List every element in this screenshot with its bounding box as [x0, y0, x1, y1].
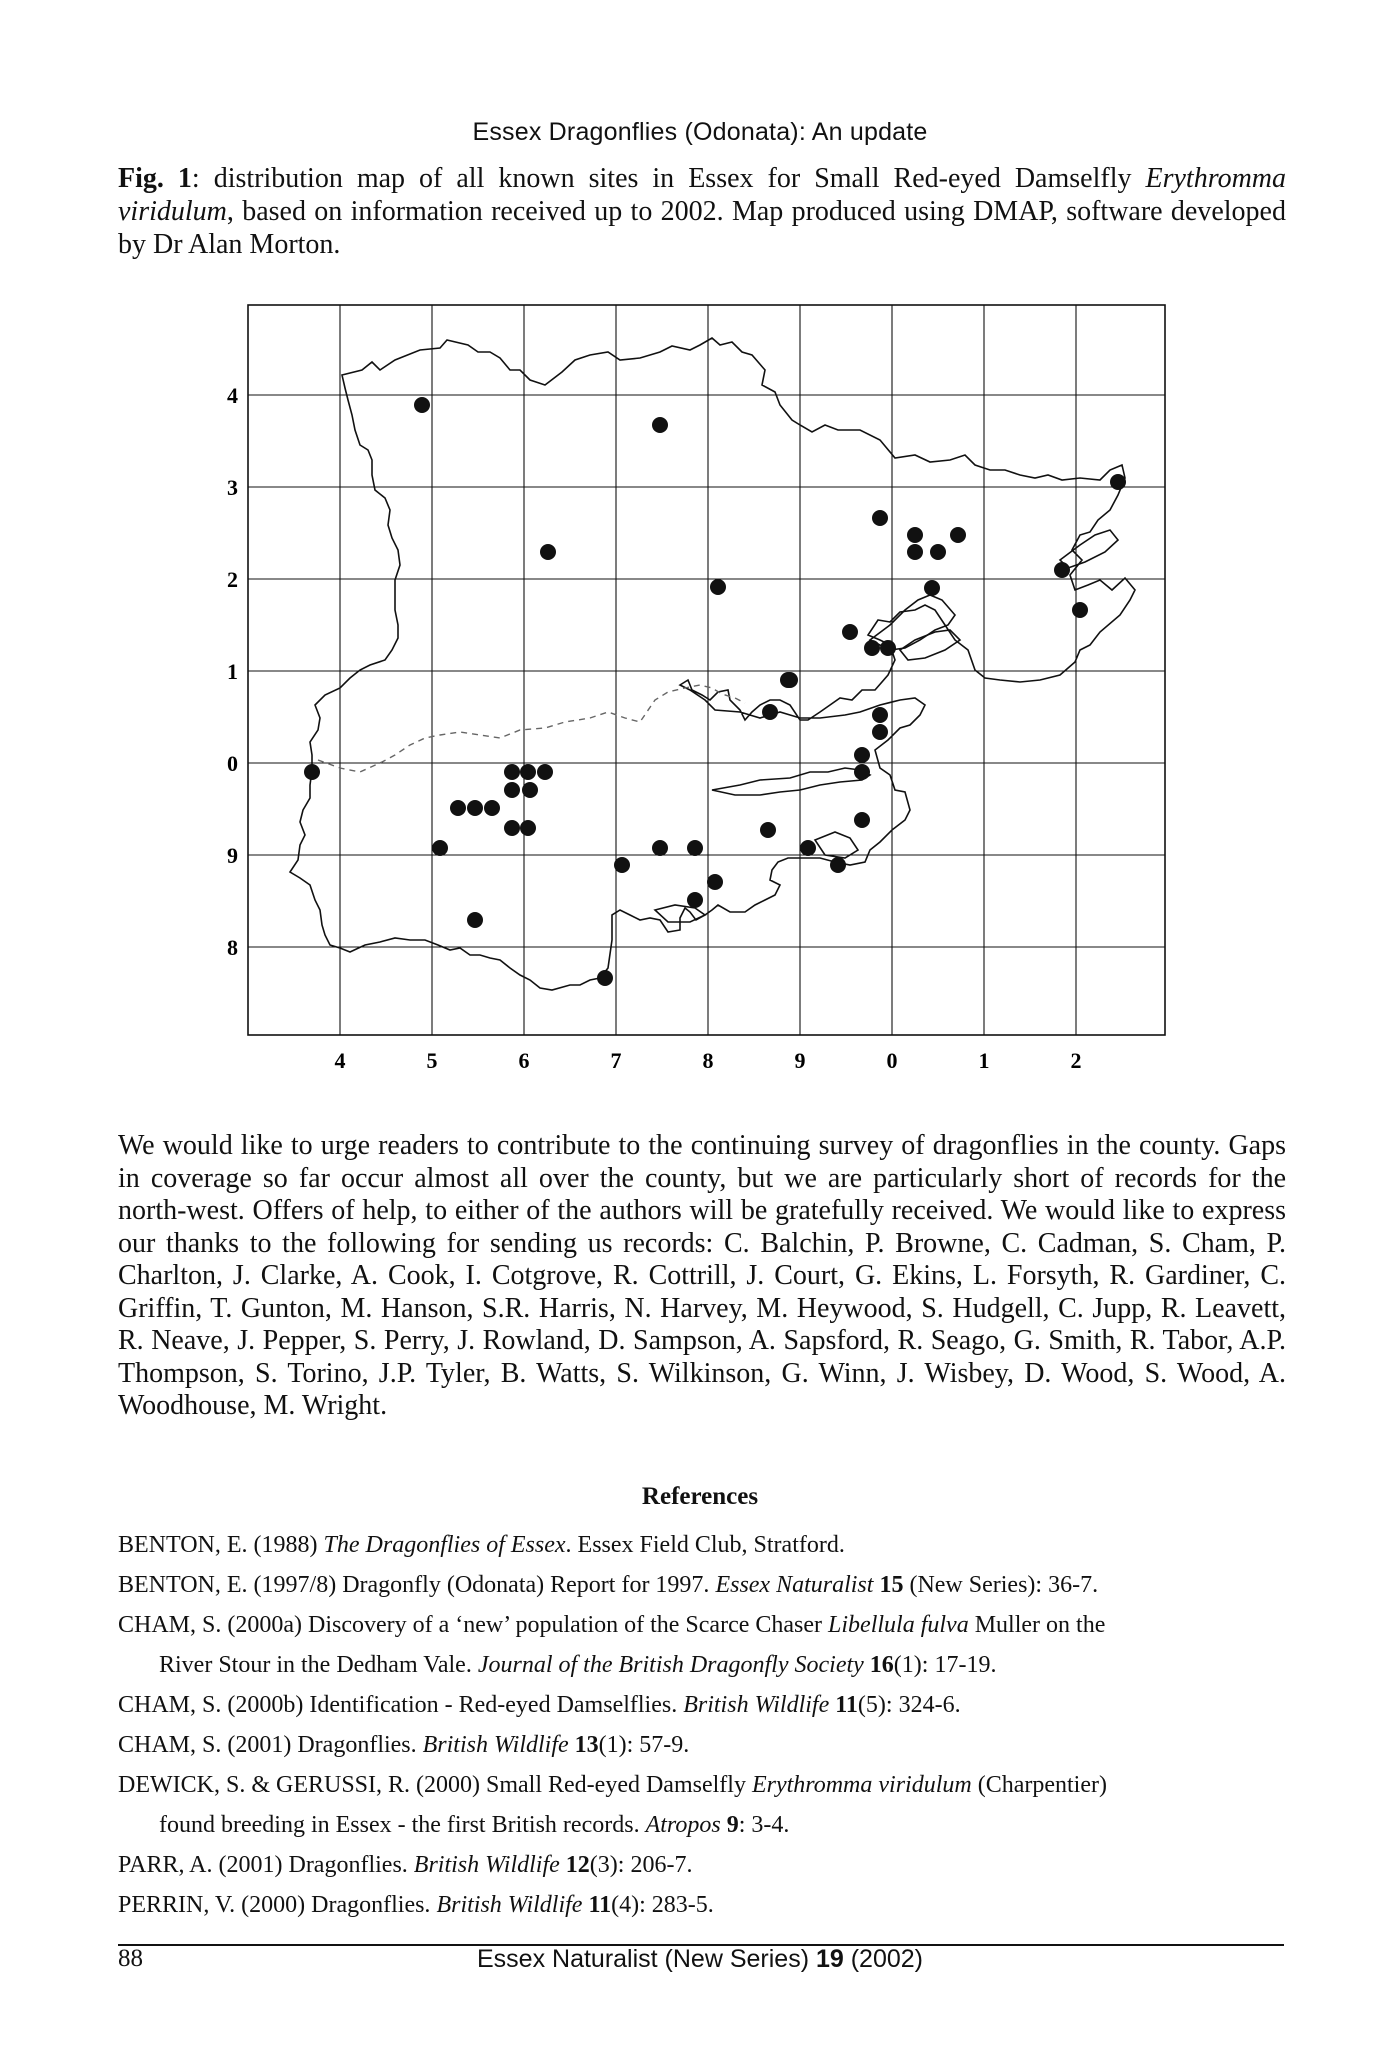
record-dot	[414, 397, 430, 413]
record-dot	[687, 892, 703, 908]
record-dot	[614, 857, 630, 873]
reference-cont-pre: found breeding in Essex - the first British records.	[159, 1812, 646, 1838]
reference-ital: Essex Naturalist	[715, 1572, 874, 1598]
reference-entry	[118, 1685, 1286, 1725]
reference-post: Muller on the	[968, 1612, 1106, 1638]
reference-continuation	[118, 1645, 1286, 1685]
record-dot	[880, 640, 896, 656]
record-dot	[907, 527, 923, 543]
footer-title-a: Essex Naturalist (New Series)	[476, 1945, 816, 1973]
reference-post: (New Series): 36-7.	[903, 1572, 1099, 1598]
reference-pre: CHAM, S. (2000b) Identification - Red-eyed Damselflies.	[118, 1692, 684, 1718]
record-dot	[1072, 602, 1088, 618]
reference-entry	[118, 1565, 1286, 1605]
reference-bold: 15	[873, 1572, 904, 1598]
county-boundary	[290, 338, 1135, 990]
reference-ital: British Wildlife	[413, 1852, 560, 1878]
footer-volume: 19	[815, 1945, 844, 1973]
record-dot	[854, 747, 870, 763]
reference-cont: : 3-4.	[738, 1812, 790, 1838]
body-paragraph: We would like to urge readers to contribute to the continuing survey of dragonflies in the county. Gaps in coverage so far occur almost all over the county, but we are particularly short of records for the north-west. Offers of help, to either of the authors will be gratefully received. We would like to express our thanks to the following for sending us records: C. Balchin, P. Browne, C. Cadman, S. Cham, P. Charlton, J. Clarke, A. Cook, I. Cotgrove, R. Cottrill, J. Court, G. Ekins, L. Forsyth, R. Gardiner, C. Griffin, T. Gunton, M. Hanson, S.R. Harris, N. Harvey, M. Heywood, S. Hudgell, C. Jupp, R. Leavett, R. Neave, J. Pepper, S. Perry, J. Rowland, D. Sampson, A. Sapsford, R. Seago, G. Smith, R. Tabor, A.P. Thompson, S. Torino, J.P. Tyler, B. Watts, S. Wilkinson, G. Winn, J. Wisbey, D. Wood, S. Wood, A. Woodhouse, M. Wright.	[118, 1130, 1286, 1421]
map-frame	[248, 305, 1165, 1035]
record-dot	[710, 579, 726, 595]
reference-pre: DEWICK, S. & GERUSSI, R. (2000) Small Red-eyed Damselfly	[118, 1772, 752, 1798]
reference-post: (3): 206-7.	[589, 1852, 693, 1878]
reference-ital: The Dragonflies of Essex	[323, 1532, 566, 1558]
record-dot	[540, 544, 556, 560]
record-dot	[780, 672, 796, 688]
stour-estuary	[1060, 530, 1118, 568]
page-number: 88	[118, 1945, 143, 1972]
reference-continuation	[118, 1805, 1286, 1845]
record-dot	[450, 800, 466, 816]
record-dot	[504, 782, 520, 798]
caption-text-b: , based on information received up to 2002. Map produced using DMAP, software developed by Dr Alan Morton.	[118, 196, 1286, 260]
record-dot	[842, 624, 858, 640]
x-tick-label: 0	[886, 1048, 898, 1073]
x-tick-label: 9	[794, 1048, 806, 1073]
reference-bold: 11	[829, 1692, 858, 1718]
record-dot	[537, 764, 553, 780]
caption-text-a: : distribution map of all known sites in Essex for Small Red-eyed Damselfly	[191, 163, 1146, 194]
record-dot	[597, 970, 613, 986]
record-dot	[520, 820, 536, 836]
reference-entry	[118, 1765, 1286, 1845]
x-tick-label: 4	[334, 1048, 346, 1073]
reference-pre: CHAM, S. (2000a) Discovery of a ‘new’ population of the Scarce Chaser	[118, 1612, 829, 1638]
reference-post: (1): 57-9.	[598, 1732, 690, 1758]
map-x-labels	[335, 1048, 1082, 1073]
reference-pre: PARR, A. (2001) Dragonflies.	[118, 1852, 414, 1878]
record-dot	[854, 812, 870, 828]
reference-pre: PERRIN, V. (2000) Dragonflies.	[118, 1892, 437, 1918]
record-dot	[872, 510, 888, 526]
figure-label: Fig. 1	[118, 163, 192, 194]
record-dot	[687, 840, 703, 856]
reference-entry	[118, 1725, 1286, 1765]
footer-journal-title	[0, 1945, 1400, 1974]
reference-cont-ital: Atropos	[645, 1812, 721, 1838]
reference-pre: BENTON, E. (1988)	[118, 1532, 324, 1558]
x-tick-label: 6	[518, 1048, 530, 1073]
reference-pre: CHAM, S. (2001) Dragonflies.	[118, 1732, 423, 1758]
reference-entry	[118, 1885, 1286, 1925]
estuary-crouch	[712, 768, 870, 795]
record-dot	[950, 527, 966, 543]
record-dot	[467, 912, 483, 928]
reference-cont: (1): 17-19.	[893, 1652, 997, 1678]
record-dot	[760, 822, 776, 838]
reference-bold: 12	[559, 1852, 590, 1878]
reference-post: . Essex Field Club, Stratford.	[565, 1532, 845, 1558]
reference-bold: 13	[568, 1732, 599, 1758]
record-dot	[652, 840, 668, 856]
map-grid	[248, 305, 1165, 1035]
reference-bold: 11	[582, 1892, 612, 1918]
y-tick-label: 8	[227, 935, 238, 960]
reference-cont-bold: 9	[720, 1812, 739, 1838]
record-dot	[652, 417, 668, 433]
record-dot	[432, 840, 448, 856]
reference-post: (5): 324-6.	[857, 1692, 961, 1718]
reference-ital: Erythromma viridulum	[751, 1772, 972, 1798]
running-head: Essex Dragonflies (Odonata): An update	[472, 118, 928, 146]
map-y-labels	[227, 383, 238, 960]
record-dot	[522, 782, 538, 798]
reference-entry	[118, 1525, 1286, 1565]
record-dot	[1054, 562, 1070, 578]
record-dot	[872, 707, 888, 723]
x-tick-label: 1	[978, 1048, 990, 1073]
reference-entry	[118, 1605, 1286, 1685]
reference-ital: British Wildlife	[436, 1892, 583, 1918]
record-dot	[907, 544, 923, 560]
record-dot	[504, 764, 520, 780]
record-dot	[504, 820, 520, 836]
record-dot	[707, 874, 723, 890]
reference-cont-bold: 16	[863, 1652, 894, 1678]
x-tick-label: 7	[610, 1048, 622, 1073]
reference-entry	[118, 1845, 1286, 1885]
reference-ital: British Wildlife	[683, 1692, 830, 1718]
reference-cont-pre: River Stour in the Dedham Vale.	[159, 1652, 478, 1678]
x-tick-label: 2	[1070, 1048, 1082, 1073]
record-dot	[872, 724, 888, 740]
y-tick-label: 0	[227, 751, 238, 776]
y-tick-label: 2	[227, 567, 238, 592]
y-tick-label: 4	[227, 383, 238, 408]
reference-ital: Libellula fulva	[828, 1612, 969, 1638]
record-dot	[830, 857, 846, 873]
record-dots	[304, 397, 1126, 986]
reference-post: (4): 283-5.	[611, 1892, 714, 1918]
caption-species: Erythromma viridulum	[118, 163, 1287, 227]
y-tick-label: 1	[227, 659, 238, 684]
reference-cont-ital: Journal of the British Dragonfly Society	[477, 1652, 864, 1678]
references-heading: References	[641, 1483, 759, 1510]
references-list	[118, 1525, 1286, 1925]
record-dot	[864, 640, 880, 656]
record-dot	[484, 800, 500, 816]
footer-title-b: (2002)	[843, 1945, 923, 1973]
record-dot	[1110, 474, 1126, 490]
record-dot	[304, 764, 320, 780]
reference-post: (Charpentier)	[971, 1772, 1107, 1798]
reference-ital: British Wildlife	[422, 1732, 569, 1758]
y-tick-label: 3	[227, 475, 238, 500]
record-dot	[854, 764, 870, 780]
x-tick-label: 8	[702, 1048, 714, 1073]
record-dot	[467, 800, 483, 816]
record-dot	[800, 840, 816, 856]
record-dot	[520, 764, 536, 780]
reference-pre: BENTON, E. (1997/8) Dragonfly (Odonata) Report for 1997.	[118, 1572, 716, 1598]
x-tick-label: 5	[426, 1048, 438, 1073]
record-dot	[924, 580, 940, 596]
record-dot	[762, 704, 778, 720]
y-tick-label: 9	[227, 843, 238, 868]
boundary-dashed-line	[318, 685, 745, 772]
record-dot	[930, 544, 946, 560]
essex-outline	[290, 338, 1135, 990]
foulness-island	[815, 832, 858, 858]
